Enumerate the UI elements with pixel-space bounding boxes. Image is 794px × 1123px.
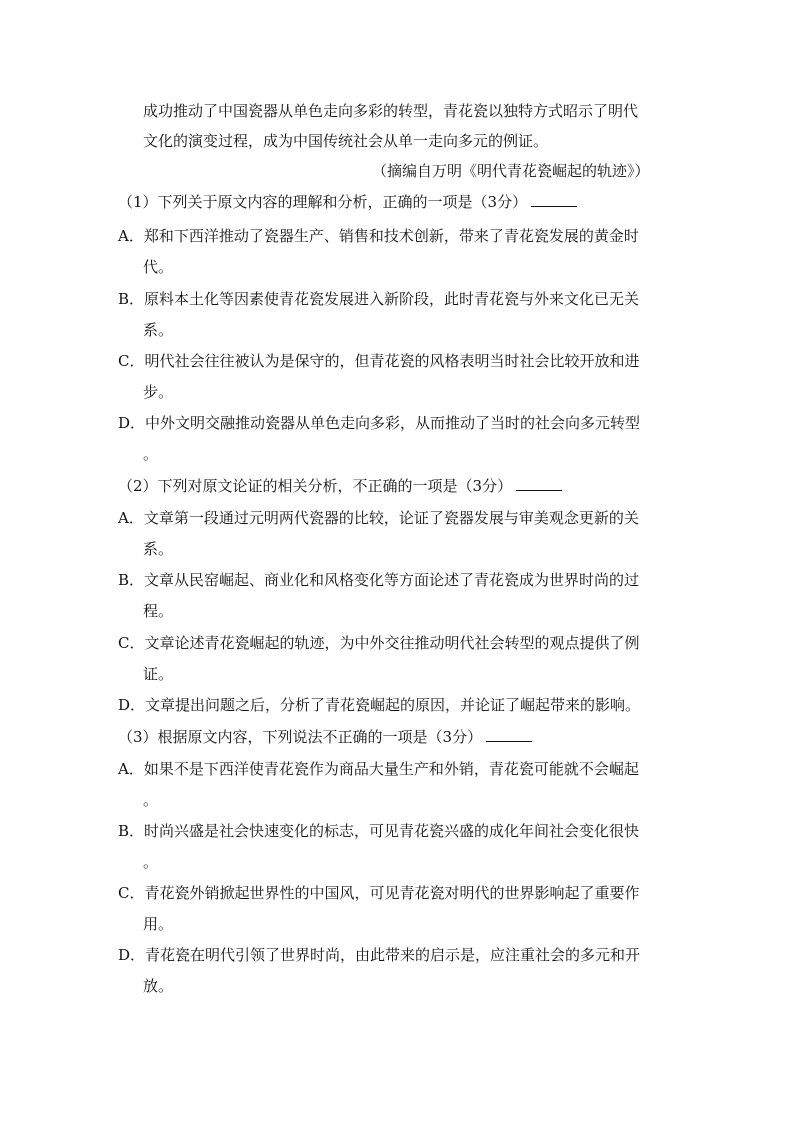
q3-stem: [118, 727, 532, 747]
q2-option-b-line1: B．文章从民窑崛起、商业化和风格变化等方面论述了青花瓷成为世界时尚的过: [118, 571, 640, 589]
q3-answer-blank[interactable]: [486, 727, 532, 742]
q3-option-b-line2: 。: [143, 853, 159, 871]
q2-stem: [118, 476, 562, 496]
q2-option-d-line1: D．文章提出问题之后，分析了青花瓷崛起的原因，并论证了崛起带来的影响。: [118, 696, 641, 714]
q1-option-c-line2: 步。: [143, 383, 174, 401]
q1-stem: [118, 192, 577, 212]
q1-option-d-line2: 。: [143, 445, 159, 463]
passage-source: （摘编自万明《明代青花瓷崛起的轨迹》）: [372, 162, 650, 180]
q3-stem-text: （3）根据原文内容，下列说法不正确的一项是（3分）: [118, 728, 483, 746]
q1-stem-text: （1）下列关于原文内容的理解和分析，正确的一项是（3分）: [118, 193, 528, 211]
q1-option-c-line1: C．明代社会往往被认为是保守的，但青花瓷的风格表明当时社会比较开放和进: [118, 352, 640, 370]
q2-option-c-line1: C．文章论述青花瓷崛起的轨迹，为中外交往推动明代社会转型的观点提供了例: [118, 634, 640, 652]
q3-option-d-line2: 放。: [143, 977, 174, 995]
q3-option-c-line2: 用。: [143, 915, 174, 933]
q2-option-b-line2: 程。: [143, 602, 174, 620]
q2-answer-blank[interactable]: [516, 476, 562, 491]
q1-option-a-line2: 代。: [143, 258, 174, 276]
q3-option-c-line1: C．青花瓷外销掀起世界性的中国风，可见青花瓷对明代的世界影响起了重要作: [118, 884, 640, 902]
q2-option-c-line2: 证。: [143, 665, 174, 683]
q2-option-a-line2: 系。: [143, 540, 174, 558]
q3-option-d-line1: D．青花瓷在明代引领了世界时尚，由此带来的启示是，应注重社会的多元和开: [118, 946, 641, 964]
q3-option-a-line2: 。: [143, 791, 159, 809]
q1-option-a-line1: A．郑和下西洋推动了瓷器生产、销售和技术创新，带来了青花瓷发展的黄金时: [118, 227, 639, 245]
q1-option-d-line1: D．中外文明交融推动瓷器从单色走向多彩，从而推动了当时的社会向多元转型: [118, 414, 641, 432]
q2-stem-text: （2）下列对原文论证的相关分析，不正确的一项是（3分）: [118, 477, 513, 495]
q3-option-b-line1: B．时尚兴盛是社会快速变化的标志，可见青花瓷兴盛的成化年间社会变化很快: [118, 822, 640, 840]
q2-option-a-line1: A．文章第一段通过元明两代瓷器的比较，论证了瓷器发展与审美观念更新的关: [118, 509, 639, 527]
passage-line-1: 成功推动了中国瓷器从单色走向多彩的转型，青花瓷以独特方式昭示了明代: [143, 102, 639, 120]
q1-answer-blank[interactable]: [531, 192, 577, 207]
q1-option-b-line2: 系。: [143, 321, 174, 339]
passage-line-2: 文化的演变过程，成为中国传统社会从单一走向多元的例证。: [143, 132, 549, 150]
q1-option-b-line1: B．原料本土化等因素使青花瓷发展进入新阶段，此时青花瓷与外来文化已无关: [118, 290, 640, 308]
q3-option-a-line1: A．如果不是下西洋使青花瓷作为商品大量生产和外销，青花瓷可能就不会崛起: [118, 760, 639, 778]
